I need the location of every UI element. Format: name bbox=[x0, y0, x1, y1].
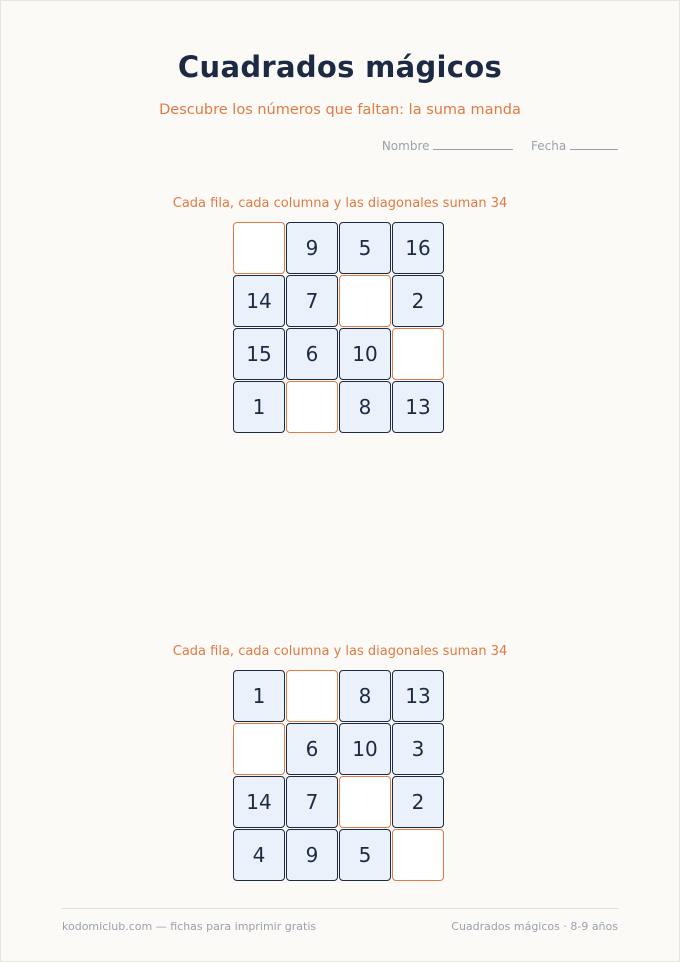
number-cell: 2 bbox=[392, 275, 444, 327]
number-cell: 1 bbox=[233, 381, 285, 433]
number-cell: 13 bbox=[392, 381, 444, 433]
number-cell: 16 bbox=[392, 222, 444, 274]
blank-cell[interactable] bbox=[286, 381, 338, 433]
name-date-fields bbox=[382, 139, 618, 153]
number-cell: 6 bbox=[286, 328, 338, 380]
puzzle-1-caption: Cada fila, cada columna y las diagonales suman 34 bbox=[172, 196, 508, 211]
number-cell: 1 bbox=[233, 670, 285, 722]
blank-cell[interactable] bbox=[286, 670, 338, 722]
number-cell: 2 bbox=[392, 776, 444, 828]
date-label: Fecha bbox=[530, 139, 567, 153]
number-cell: 7 bbox=[286, 275, 338, 327]
page-subtitle: Descubre los números que faltan: la suma manda bbox=[159, 102, 521, 118]
date-line[interactable] bbox=[570, 148, 618, 150]
number-cell: 5 bbox=[339, 829, 391, 881]
number-cell: 9 bbox=[286, 829, 338, 881]
number-cell: 6 bbox=[286, 723, 338, 775]
name-line[interactable] bbox=[433, 148, 513, 150]
number-cell: 15 bbox=[233, 328, 285, 380]
blank-cell[interactable] bbox=[392, 328, 444, 380]
footer-worksheet-info: Cuadrados mágicos · 8-9 años bbox=[451, 920, 618, 933]
name-label: Nombre bbox=[381, 139, 430, 153]
number-cell: 13 bbox=[392, 670, 444, 722]
number-cell: 8 bbox=[339, 670, 391, 722]
blank-cell[interactable] bbox=[392, 829, 444, 881]
number-cell: 14 bbox=[233, 776, 285, 828]
page-title: Cuadrados mágicos bbox=[177, 50, 503, 84]
number-cell: 5 bbox=[339, 222, 391, 274]
number-cell: 7 bbox=[286, 776, 338, 828]
footer-site: kodomiclub.com — fichas para imprimir gratis bbox=[62, 920, 317, 933]
blank-cell[interactable] bbox=[339, 776, 391, 828]
number-cell: 10 bbox=[339, 723, 391, 775]
blank-cell[interactable] bbox=[339, 275, 391, 327]
blank-cell[interactable] bbox=[233, 723, 285, 775]
magic-square-1 bbox=[233, 222, 444, 433]
number-cell: 9 bbox=[286, 222, 338, 274]
magic-square-2 bbox=[233, 670, 444, 881]
puzzle-2-caption: Cada fila, cada columna y las diagonales suman 34 bbox=[172, 644, 508, 659]
number-cell: 3 bbox=[392, 723, 444, 775]
number-cell: 10 bbox=[339, 328, 391, 380]
blank-cell[interactable] bbox=[233, 222, 285, 274]
footer-divider bbox=[62, 908, 618, 909]
number-cell: 14 bbox=[233, 275, 285, 327]
number-cell: 8 bbox=[339, 381, 391, 433]
number-cell: 4 bbox=[233, 829, 285, 881]
